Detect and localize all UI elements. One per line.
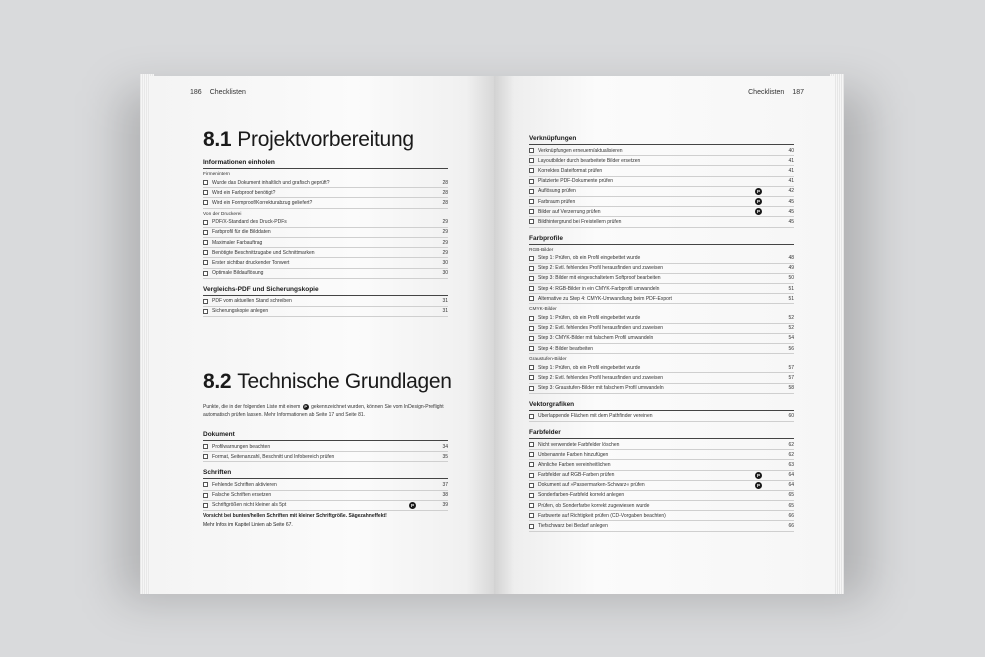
checklist-item-text: Erster sichtbar druckender Tonwert: [212, 259, 290, 266]
checklist-item-text: Alternative zu Step 4: CMYK-Umwandlung beim PDF-Export: [538, 295, 672, 302]
checkbox[interactable]: [203, 220, 208, 225]
checklist-item-text: Benötigte Beschnittzugabe und Schnittmarken: [212, 249, 315, 256]
checkbox[interactable]: [529, 286, 534, 291]
page-reference: 56: [788, 345, 794, 352]
checklist-item-text: Format, Seitenanzahl, Beschnitt und Infobereich prüfen: [212, 453, 335, 460]
checklist-item-text: Step 1: Prüfen, ob ein Profil eingebettet wurde: [538, 255, 641, 262]
checklist-item-text: Ähnliche Farben vereinheitlichen: [538, 461, 611, 468]
checklist-item: [529, 156, 794, 166]
chapter-title-8-1: 8.1 Projektvorbereitung: [203, 128, 414, 151]
checklist-item: [203, 228, 448, 238]
checklist-item: [529, 274, 794, 284]
page-reference: 29: [442, 219, 448, 226]
section-heading-vergleichs-pdf-und-sicherungskopie: Vergleichs-PDF und Sicherungskopie: [203, 286, 448, 296]
page-reference: 29: [442, 229, 448, 236]
page-reference: 51: [788, 295, 794, 302]
right-running-head: [748, 89, 804, 96]
checkbox[interactable]: [203, 309, 208, 314]
checkbox[interactable]: [203, 444, 208, 449]
checklist-item-text: PDF/X-Standard des Druck-PDFs: [212, 219, 287, 226]
section-heading-schriften: Schriften: [203, 469, 448, 479]
checklist-item: [203, 178, 448, 188]
page-reference: 34: [442, 443, 448, 450]
checklist-item-text: Step 2: Evtl. fehlendes Profil herausfinden und zuweisen: [538, 265, 664, 272]
checkbox[interactable]: [203, 299, 208, 304]
page-reference: 66: [788, 523, 794, 530]
checklist-item-text: Step 1: Prüfen, ob ein Profil eingebettet wurde: [538, 315, 641, 322]
checkbox[interactable]: [529, 524, 534, 529]
checklist-item-text: Wird ein Farbproof benötigt?: [212, 189, 276, 196]
checklist-item: [529, 334, 794, 344]
checkbox[interactable]: [529, 346, 534, 351]
page-reference: 28: [442, 199, 448, 206]
checklist-item-text: Optimale Bildauflösung: [212, 270, 264, 277]
checklist-item-text: Step 1: Prüfen, ob ein Profil eingebettet wurde: [538, 364, 641, 371]
checklist-item: [529, 344, 794, 354]
checklist-item: [203, 198, 448, 208]
checklist-item: [529, 177, 794, 187]
checkbox[interactable]: [529, 158, 534, 163]
checklist-item-text: Prüfen, ob Sonderfarbe korrekt zugewiesen wurde: [538, 502, 650, 509]
page-reference: 28: [442, 189, 448, 196]
left-page-number: 186: [190, 89, 202, 96]
page-reference: 30: [442, 270, 448, 277]
checklist-item: [203, 269, 448, 279]
checklist-item: [203, 491, 448, 501]
checkbox[interactable]: [529, 493, 534, 498]
page-reference: 48: [788, 255, 794, 262]
checklist-item: [529, 501, 794, 511]
checkbox[interactable]: [529, 276, 534, 281]
checklist-item-text: Wird ein Formproof/Korrekturabzug geliefert?: [212, 199, 313, 206]
page-reference: 57: [788, 364, 794, 371]
checkbox[interactable]: [203, 271, 208, 276]
checklist-item: [529, 254, 794, 264]
checklist-item-text: Sonderfarben-Farbfeld korrekt anlegen: [538, 492, 625, 499]
section-heading-vektorgrafiken: Vektorgrafiken: [529, 401, 794, 411]
preflight-badge-icon: P: [756, 188, 760, 194]
checklist-item-text: Farbfelder auf RGB-Farben prüfen: [538, 472, 615, 479]
checklist-item-text: Step 4: RGB-Bilder in ein CMYK-Farbprofil umwandeln: [538, 285, 660, 292]
checkbox[interactable]: [529, 414, 534, 419]
section-heading-informationen-einholen: Informationen einholen: [203, 159, 448, 169]
checklist-item: [203, 297, 448, 307]
page-reference: 66: [788, 512, 794, 519]
checklist-item-text: Sicherungskopie anlegen: [212, 308, 269, 315]
checkbox[interactable]: [203, 260, 208, 265]
chapter-8-1: [203, 128, 448, 317]
checklist-item: [529, 187, 794, 197]
checklist-item-text: Wurde das Dokument inhaltlich und grafisch geprüft?: [212, 179, 330, 186]
preflight-badge-icon: P: [410, 502, 414, 508]
page-reference: 40: [788, 147, 794, 154]
checklist-item: [529, 521, 794, 531]
page-reference: 41: [788, 157, 794, 164]
checklist-item-text: Step 2: Evtl. fehlendes Profil herausfinden und zuweisen: [538, 325, 664, 332]
checkbox[interactable]: [203, 240, 208, 245]
page-reference: 45: [788, 208, 794, 215]
preflight-badge-icon: P: [756, 199, 760, 205]
checklist-item: [203, 307, 448, 317]
page-reference: 63: [788, 461, 794, 468]
checkbox[interactable]: [203, 250, 208, 255]
checklist-item-text: Unbenannte Farben hinzufügen: [538, 451, 609, 458]
checklist-item: [529, 284, 794, 294]
checkbox[interactable]: [529, 179, 534, 184]
checklist-item-text: Step 3: CMYK-Bilder mit falschem Profil umwandeln: [538, 335, 654, 342]
group-label: CMYK-Bilder: [529, 307, 557, 313]
checklist-item: [203, 248, 448, 258]
checklist-item-text: Step 3: Bilder mit eingeschaltetem Softproof bearbeiten: [538, 275, 661, 282]
section-heading-verkn-pfungen: Verknüpfungen: [529, 135, 794, 145]
left-running-title: Checklisten: [209, 89, 246, 96]
info-note: Mehr Infos im Kapitel Linien ab Seite 67.: [203, 521, 293, 528]
page-reference: 54: [788, 335, 794, 342]
right-page-number: 187: [792, 89, 804, 96]
checklist-item: [529, 146, 794, 156]
chapter-8-2: [203, 370, 452, 529]
page-reference: 30: [442, 259, 448, 266]
group-label: Graustufen-Bilder: [529, 357, 567, 363]
checkbox[interactable]: [529, 148, 534, 153]
checkbox[interactable]: [529, 219, 534, 224]
right-running-title: Checklisten: [748, 89, 785, 96]
checkbox[interactable]: [529, 189, 534, 194]
checklist-item: [529, 166, 794, 176]
checklist-item: [529, 471, 794, 481]
checkbox[interactable]: [529, 336, 534, 341]
checklist-item-text: Step 2: Evtl. fehlendes Profil herausfinden und zuweisen: [538, 374, 664, 381]
checklist-item: [203, 188, 448, 198]
page-reference: 41: [788, 167, 794, 174]
page-reference: 62: [788, 441, 794, 448]
checklist-item-text: Bildhintergrund bei Freistellern prüfen: [538, 218, 622, 225]
checklist-item: [203, 480, 448, 490]
page-reference: 65: [788, 502, 794, 509]
checklist-item: [529, 440, 794, 450]
chapter-8-1-checklist: [203, 159, 448, 317]
checklist-item: [529, 491, 794, 501]
checkbox[interactable]: [203, 200, 208, 205]
right-page: [494, 76, 834, 594]
checkbox[interactable]: [529, 386, 534, 391]
checklist-item-text: Fehlende Schriften aktivieren: [212, 481, 277, 488]
checklist-item-text: Platzierte PDF-Dokumente prüfen: [538, 178, 614, 185]
checkbox[interactable]: [529, 452, 534, 457]
page-reference: 37: [442, 481, 448, 488]
chapter-8-2-checklist: [203, 431, 448, 511]
page-reference: 38: [442, 492, 448, 499]
checklist-item-text: Step 3: Graustufen-Bilder mit falschem Profil umwandeln: [538, 385, 664, 392]
checklist-item-text: Überlappende Flächen mit dem Pathfinder vereinen: [538, 413, 653, 420]
checkbox[interactable]: [203, 190, 208, 195]
checklist-item-text: Layoutbilder durch bearbeitete Bilder ersetzen: [538, 157, 641, 164]
preflight-badge-icon: P: [304, 403, 307, 409]
page-reference: 29: [442, 239, 448, 246]
checklist-item: [529, 384, 794, 394]
page-reference: 64: [788, 482, 794, 489]
checklist-item: [529, 294, 794, 304]
page-reference: 45: [788, 198, 794, 205]
checkbox[interactable]: [529, 256, 534, 261]
checklist-item: [529, 207, 794, 217]
checklist-item-text: Korrektes Dateiformat prüfen: [538, 167, 603, 174]
checklist-item: [529, 412, 794, 422]
checkbox[interactable]: [203, 230, 208, 235]
page-reference: 52: [788, 325, 794, 332]
checkbox[interactable]: [529, 296, 534, 301]
chapter-8-2-intro: Punkte, die in der folgenden Liste mit einem P gekennzeichnet wurden, können Sie vom InDesign-Preflight automatisch prüfen lassen. Mehr Informationen ab Seite 17 und Seite 81.: [203, 403, 444, 418]
checklist-item-text: Schriftgrößen nicht kleiner als 5pt: [212, 502, 287, 509]
checklist-item: [203, 452, 448, 462]
checklist-item-text: Farbprofil für die Bilddaten: [212, 229, 271, 236]
checklist-item: [203, 501, 448, 511]
left-running-head: [190, 89, 246, 96]
preflight-badge-icon: P: [756, 482, 760, 488]
checklist-item: [529, 324, 794, 334]
page-reference: 62: [788, 451, 794, 458]
checkbox[interactable]: [529, 209, 534, 214]
group-label: Von der Druckerei: [203, 211, 242, 217]
right-checklist: [529, 128, 794, 532]
page-reference: 65: [788, 492, 794, 499]
checkbox[interactable]: [529, 473, 534, 478]
page-reference: 29: [442, 249, 448, 256]
checklist-item-text: Profilwarnungen beachten: [212, 443, 271, 450]
checkbox[interactable]: [203, 180, 208, 185]
page-reference: 60: [788, 413, 794, 420]
checklist-item-text: PDF vom aktuellen Stand schreiben: [212, 298, 292, 305]
checkbox[interactable]: [529, 199, 534, 204]
page-reference: 64: [788, 472, 794, 479]
checkbox[interactable]: [529, 462, 534, 467]
checklist-item: [529, 313, 794, 323]
checklist-item: [529, 363, 794, 373]
checkbox[interactable]: [529, 168, 534, 173]
page-reference: 58: [788, 385, 794, 392]
checklist-item: [529, 511, 794, 521]
checklist-item-text: Farbwerte auf Richtigkeit prüfen (CD-Vorgaben beachten): [538, 512, 666, 519]
checklist-item-text: Bilder auf Verzerrung prüfen: [538, 208, 601, 215]
chapter-title-8-2: 8.2 Technische Grundlagen: [203, 370, 452, 393]
checklist-item-text: Nicht verwendete Farbfelder löschen: [538, 441, 620, 448]
page-reference: 52: [788, 315, 794, 322]
page-reference: 39: [442, 502, 448, 509]
page-reference: 31: [442, 308, 448, 315]
checklist-item: [529, 264, 794, 274]
checkbox[interactable]: [203, 454, 208, 459]
page-reference: 49: [788, 265, 794, 272]
checkbox[interactable]: [529, 365, 534, 370]
checkbox[interactable]: [203, 493, 208, 498]
checklist-item-text: Auflösung prüfen: [538, 188, 576, 195]
checkbox[interactable]: [529, 375, 534, 380]
checklist-item-text: Maximaler Farbauftrag: [212, 239, 263, 246]
checklist-item: [203, 218, 448, 228]
checkbox[interactable]: [529, 483, 534, 488]
checklist-item: [529, 217, 794, 227]
checklist-item: [529, 373, 794, 383]
checkbox[interactable]: [529, 316, 534, 321]
group-label: RGB-Bilder: [529, 247, 554, 253]
checklist-item: [203, 258, 448, 268]
page-reference: 50: [788, 275, 794, 282]
checkbox[interactable]: [529, 503, 534, 508]
preflight-badge-icon: P: [756, 209, 760, 215]
page-reference: 45: [788, 218, 794, 225]
checklist-item-text: Tiefschwarz bei Bedarf anlegen: [538, 523, 608, 530]
checklist-item-text: Step 4: Bilder bearbeiten: [538, 345, 594, 352]
page-reference: 42: [788, 188, 794, 195]
checklist-item: [203, 442, 448, 452]
checklist-item-text: Falsche Schriften ersetzen: [212, 492, 272, 499]
checklist-item-text: Dokument auf »Passermarken-Schwarz« prüfen: [538, 482, 645, 489]
checkbox[interactable]: [529, 513, 534, 518]
checklist-item-text: Farbraum prüfen: [538, 198, 576, 205]
page-reference: 35: [442, 453, 448, 460]
group-label: Firmenintern: [203, 172, 230, 177]
checklist-item: [529, 450, 794, 460]
page-reference: 31: [442, 298, 448, 305]
section-heading-dokument: Dokument: [203, 431, 448, 441]
checkbox[interactable]: [529, 266, 534, 271]
left-page: [150, 76, 494, 594]
checklist-item-text: Verknüpfungen erneuern/aktualisieren: [538, 147, 623, 154]
section-heading-farbfelder: Farbfelder: [529, 429, 794, 439]
checkbox[interactable]: [529, 442, 534, 447]
checkbox[interactable]: [529, 326, 534, 331]
page-reference: 57: [788, 374, 794, 381]
preflight-badge-icon: P: [756, 472, 760, 478]
checkbox[interactable]: [203, 482, 208, 487]
checkbox[interactable]: [203, 503, 208, 508]
warning-note: Vorsicht bei bunten/hellen Schriften mit kleiner Schriftgröße. Sägezahneffekt!: [203, 512, 387, 519]
page-reference: 41: [788, 178, 794, 185]
checklist-item: [529, 460, 794, 470]
page-reference: 51: [788, 285, 794, 292]
page-reference: 28: [442, 179, 448, 186]
checklist-item: [529, 481, 794, 491]
checklist-item: [529, 197, 794, 207]
section-heading-farbprofile: Farbprofile: [529, 235, 794, 245]
checklist-item: [203, 238, 448, 248]
